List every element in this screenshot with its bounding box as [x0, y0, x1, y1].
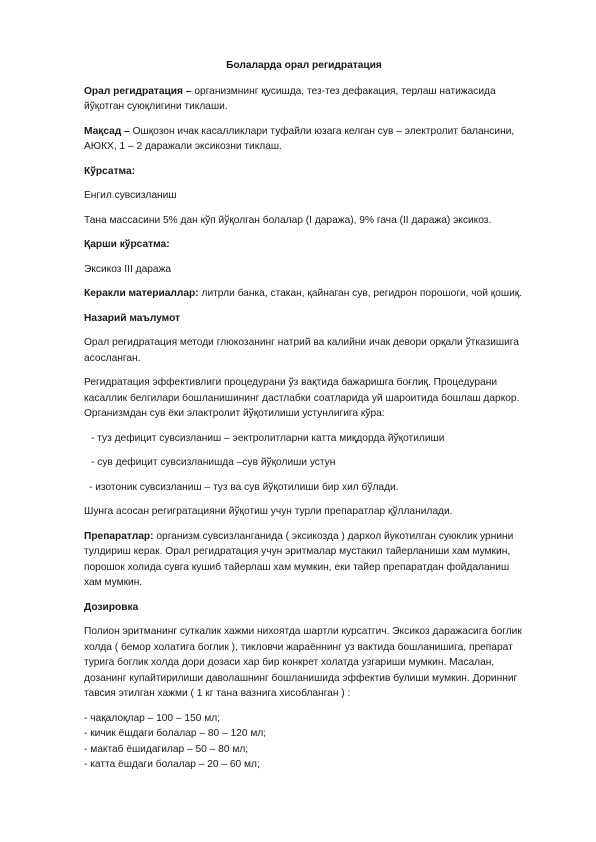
theory-item-3: - изотоник сувсизланиш – туз ва сув йўқотилиши бир хил бўлади. [89, 481, 399, 493]
materials-term: Керакли материаллар: [84, 288, 199, 299]
list-item: - чақалоқлар – 100 – 150 мл; [84, 712, 221, 724]
goal-term: Мақсад – [84, 125, 130, 137]
definition-term: Орал регидратация – [84, 85, 192, 97]
preparations-text: организм сувсизланганида ( эксикозда ) дархол йукотилган суюклик урнини тулдириш керак. Орал регидратация учун эритмалар мустакил тайерланиши хам мумкин, порошок холида сувга кушиб тайерлаш хам мумкин, еки тайер препаратдан фойдаланиш хам мумкин. [84, 530, 514, 588]
materials-text: литрли банка, стакан, қайнаган сув, регидрон порошоги, чой қошиқ. [198, 288, 523, 299]
theory-paragraph-1: Орал регидратация методи глюкозанинг натрий ва калийни ичак девори орқали ўтказишига асосланган. [84, 337, 519, 364]
document-title: Болаларда орал регидратация [226, 60, 382, 71]
preparations-paragraph [84, 529, 524, 591]
definition-text: организмнинг қусишда, тез-тез дефакация, терлаш натижасида йўқотган суюқлигини тиклаши. [84, 85, 496, 112]
dosage-paragraph: Полион эритманинг суткалик хажми нихоятда шартли курсатгич. Эксикоз даражасига боглик холда ( бемор холатига боглик ), тикловчи жараённинг уз вактида бошланишига, препарат турига боглик холда дори дозаси хар бир конкрет холатда узгариши мумкин. Масалан, дозанинг купайтирилиши даволашнинг бошланишида эффектив булиши мумкин. Доринниг тавсия этилган хажми ( 1 кг тана вазнига хисобланган ) : [84, 626, 522, 699]
indications-heading: Кўрсатма: [84, 165, 136, 177]
indications-line-2: Тана массасини 5% дан кўп йўқолган болалар (I даража), 9% гача (II даража) эксикоз. [84, 214, 492, 226]
dosage-heading: Дозировка [84, 601, 139, 613]
theory-paragraph-2: Регидратация эффективлиги процедурани ўз вақтида бажаришга боғлиқ. Процедурани касаллик белгилари бошланишининг дастлабки соатларида уй шароитида бошлаш даркор. Организмдан сув ёки элактролит йўқотилиши устунлигига кўра: [84, 377, 520, 419]
goal-paragraph [84, 124, 524, 155]
list-item: - мактаб ёшидагилар – 50 – 80 мл; [84, 743, 249, 755]
contraindications-line-1: Эксикоз III даража [84, 263, 172, 275]
definition-paragraph [84, 84, 524, 115]
theory-item-2: - сув дефицит сувсизланишда –сув йўқолиши устун [91, 457, 336, 468]
document-page [84, 58, 524, 773]
dosage-list [84, 711, 524, 773]
list-item: - катта ёшдаги болалар – 20 – 60 мл; [84, 759, 260, 770]
contraindications-heading: Қарши кўрсатма: [84, 239, 170, 250]
theory-item-1: - туз дефицит сувсизланиш – эектролитларни катта миқдорда йўқотилиши [91, 432, 445, 444]
theory-paragraph-3: Шунга асосан регигратацияни йўқотиш учун турли препаратлар қўлланилади. [84, 506, 453, 517]
list-item: - кичик ёшдаги болалар – 80 – 120 мл; [84, 728, 267, 739]
materials-paragraph [84, 286, 524, 302]
indications-line-1: Енгил сувсизланиш [84, 190, 177, 201]
goal-text: Ошқозон ичак касалликлари туфайли юзага келган сув – электролит балансини, АЮКХ, 1 – 2 даражали эксикозни тиклаш. [84, 125, 515, 152]
theory-heading: Назарий маълумот [84, 312, 181, 324]
preparations-term: Препаратлар: [84, 530, 154, 542]
